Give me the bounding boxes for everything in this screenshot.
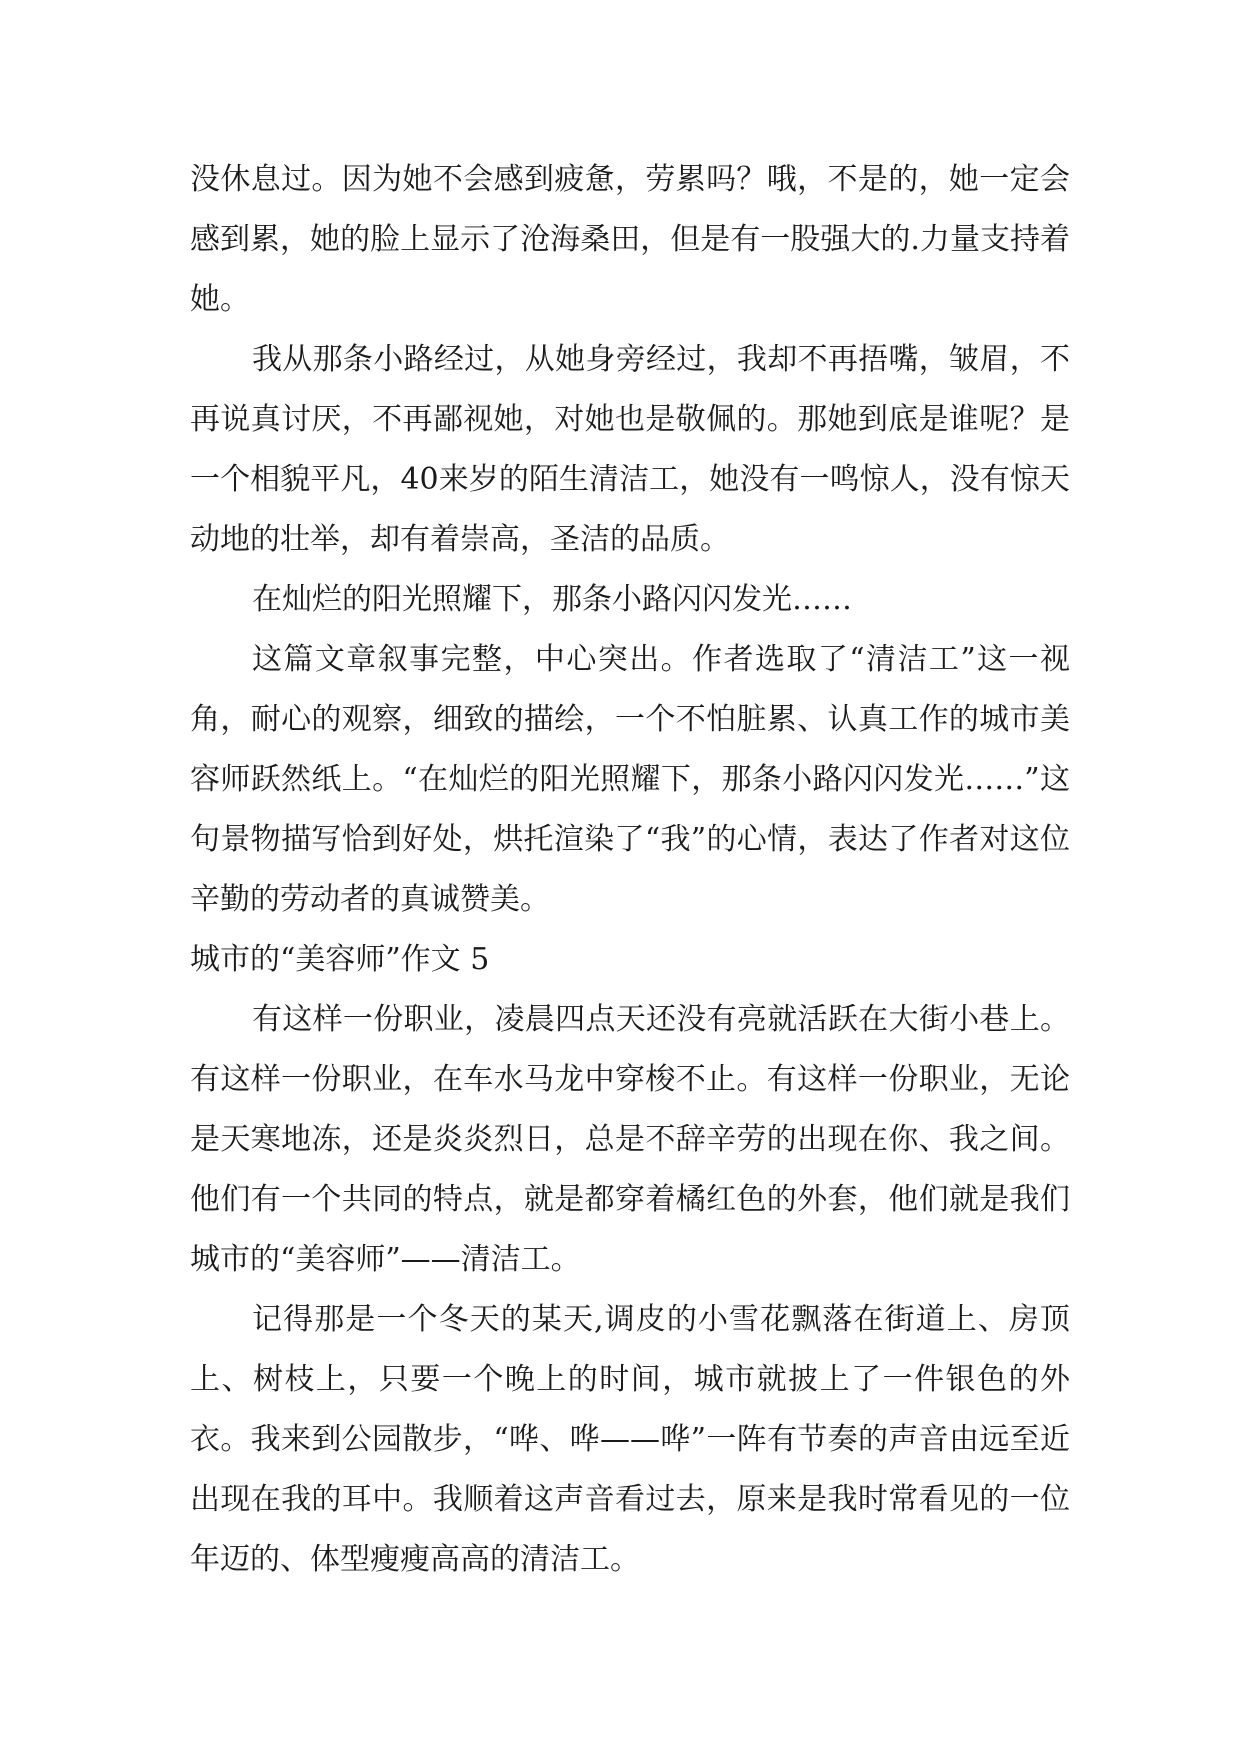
document-body [190,150,1070,1590]
paragraph-2: 我从那条小路经过，从她身旁经过，我却不再捂嘴，皱眉，不再说真讨厌，不再鄙视她，对她也是敬佩的。那她到底是谁呢？是一个相貌平凡，40来岁的陌生清洁工，她没有一鸣惊人，没有惊天动地的壮举，却有着崇高，圣洁的品质。 [190,342,1070,557]
paragraph-4: 这篇文章叙事完整，中心突出。作者选取了“清洁工”这一视角，耐心的观察，细致的描绘，一个不怕脏累、认真工作的城市美容师跃然纸上。“在灿烂的阳光照耀下，那条小路闪闪发光……”这句景物描写恰到好处，烘托渲染了“我”的心情，表达了作者对这位辛勤的劳动者的真诚赞美。 [190,642,1070,917]
paragraph-6: 记得那是一个冬天的某天,调皮的小雪花飘落在街道上、房顶上、树枝上，只要一个晚上的时间，城市就披上了一件银色的外衣。我来到公园散步，“哗、哗——哗”一阵有节奏的声音由远至近出现在我的耳中。我顺着这声音看过去，原来是我时常看见的一位年迈的、体型瘦瘦高高的清洁工。 [190,1302,1070,1577]
paragraph-1: 没休息过。因为她不会感到疲惫，劳累吗？哦，不是的，她一定会感到累，她的脸上显示了沧海桑田，但是有一股强大的.力量支持着她。 [190,162,1070,317]
paragraph-5: 有这样一份职业，凌晨四点天还没有亮就活跃在大街小巷上。有这样一份职业，在车水马龙中穿梭不止。有这样一份职业，无论是天寒地冻，还是炎炎烈日，总是不辞辛劳的出现在你、我之间。他们有一个共同的特点，就是都穿着橘红色的外套，他们就是我们城市的“美容师”——清洁工。 [190,1002,1070,1277]
section-heading: 城市的“美容师”作文 5 [190,942,490,977]
paragraph-3: 在灿烂的阳光照耀下，那条小路闪闪发光…… [252,582,852,617]
